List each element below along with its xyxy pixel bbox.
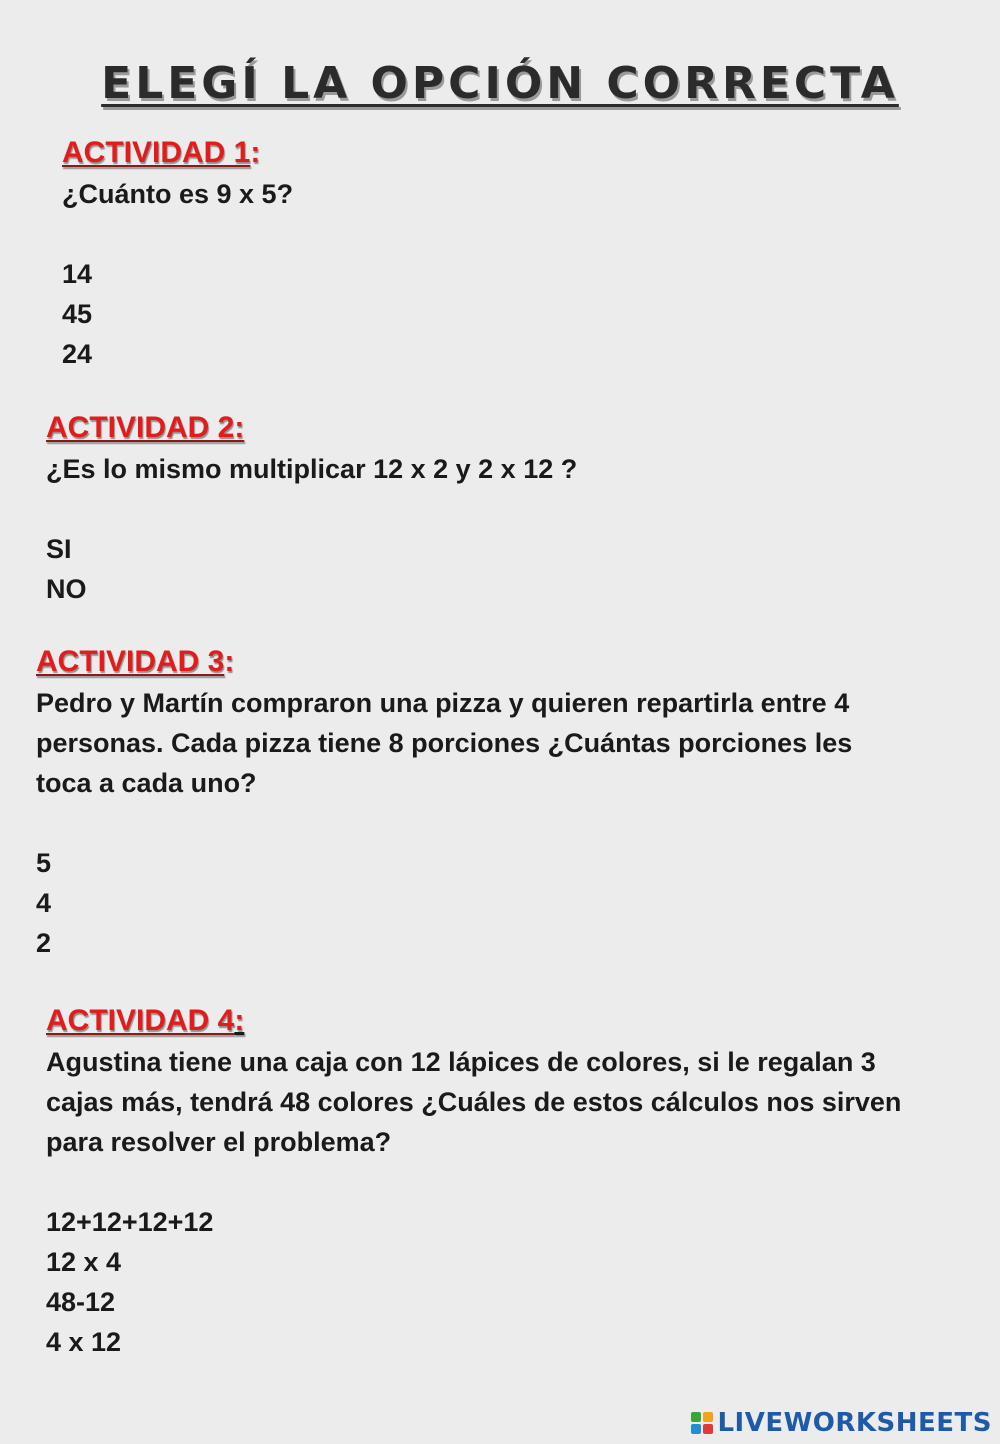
option-12x4[interactable]: 12 x 4 bbox=[46, 1247, 122, 1277]
activity-3 bbox=[36, 642, 852, 963]
activity-2-title: ACTIVIDAD 2: bbox=[46, 411, 245, 444]
activity-4-title: ACTIVIDAD 4: bbox=[46, 1004, 245, 1037]
page-title: ELEGÍ LA OPCIÓN CORRECTA bbox=[101, 58, 899, 109]
option-5[interactable]: 5 bbox=[36, 848, 52, 878]
activity-1-question: ¿Cuánto es 9 x 5? bbox=[62, 179, 294, 209]
activity-4 bbox=[46, 1001, 901, 1362]
question-line: toca a cada uno? bbox=[36, 768, 257, 798]
option-no[interactable]: NO bbox=[46, 574, 87, 604]
question-line: personas. Cada pizza tiene 8 porciones ¿Cuántas porciones les bbox=[36, 728, 853, 758]
option-2[interactable]: 2 bbox=[36, 928, 52, 958]
activity-2-question: ¿Es lo mismo multiplicar 12 x 2 y 2 x 12 ? bbox=[46, 454, 578, 484]
question-line: Pedro y Martín compraron una pizza y quieren repartirla entre 4 bbox=[36, 688, 850, 718]
question-line: Agustina tiene una caja con 12 lápices de colores, si le regalan 3 bbox=[46, 1047, 876, 1077]
option-sum[interactable]: 12+12+12+12 bbox=[46, 1207, 214, 1237]
option-4[interactable]: 4 bbox=[36, 888, 52, 918]
activity-3-question bbox=[36, 683, 852, 803]
activity-3-title: ACTIVIDAD 3: bbox=[36, 645, 235, 678]
logo-square bbox=[691, 1424, 701, 1434]
logo-text: LIVEWORKSHEETS bbox=[717, 1408, 992, 1438]
activity-2 bbox=[46, 408, 577, 609]
activity-1 bbox=[62, 133, 293, 374]
logo-square bbox=[703, 1424, 713, 1434]
activity-4-options bbox=[46, 1202, 901, 1362]
activity-2-options bbox=[46, 529, 577, 609]
option-48-12[interactable]: 48-12 bbox=[46, 1287, 116, 1317]
option-45[interactable]: 45 bbox=[62, 299, 93, 329]
question-line: cajas más, tendrá 48 colores ¿Cuáles de estos cálculos nos sirven bbox=[46, 1087, 902, 1117]
activity-1-title: ACTIVIDAD 1: bbox=[62, 136, 261, 169]
activity-4-question bbox=[46, 1042, 901, 1162]
activity-3-options bbox=[36, 843, 852, 963]
option-14[interactable]: 14 bbox=[62, 259, 93, 289]
logo-square bbox=[691, 1412, 701, 1422]
question-line: para resolver el problema? bbox=[46, 1127, 392, 1157]
option-4x12[interactable]: 4 x 12 bbox=[46, 1327, 122, 1357]
logo-square bbox=[703, 1412, 713, 1422]
activity-1-options bbox=[62, 254, 293, 374]
logo-icon bbox=[691, 1412, 713, 1434]
option-24[interactable]: 24 bbox=[62, 339, 93, 369]
liveworksheets-logo bbox=[691, 1408, 992, 1438]
option-si[interactable]: SI bbox=[46, 534, 72, 564]
